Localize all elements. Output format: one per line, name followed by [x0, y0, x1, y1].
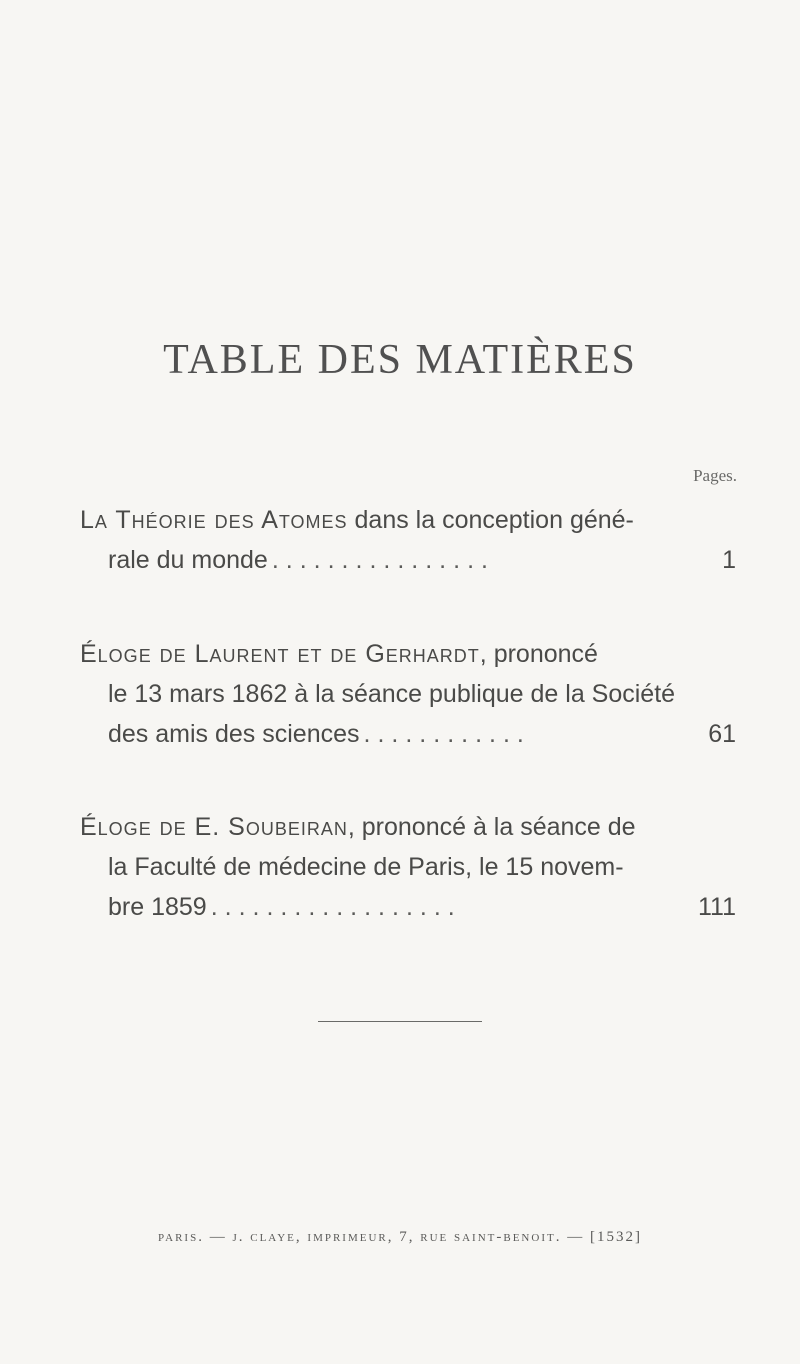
toc-entry-heading-rest: , prononcé [479, 640, 598, 668]
toc-page-number: 1 [722, 546, 736, 574]
toc-entry-last-line [80, 887, 736, 927]
pages-column-label: Pages. [693, 466, 737, 485]
toc-entry [80, 807, 736, 927]
printer-imprint: paris. — j. claye, imprimeur, 7, rue saint-benoit. — [1532] [158, 1229, 642, 1245]
dot-leader: ................ [271, 546, 495, 574]
dot-leader: ............ [363, 720, 531, 748]
toc-entry [80, 500, 736, 580]
toc-page-number: 61 [708, 720, 736, 748]
toc-entry-heading-rest: , prononcé à la séance de [347, 813, 636, 841]
horizontal-rule [318, 1021, 482, 1022]
toc-entry-line: le 13 mars 1862 à la séance publique de la Société [108, 680, 676, 708]
toc-page-number: 111 [697, 893, 736, 921]
toc-entry-first-line [80, 500, 736, 540]
toc-entry-last-line [80, 540, 736, 580]
toc-entry-first-line [80, 807, 736, 847]
page-title: TABLE DES MATIÈRES [163, 337, 637, 383]
toc-entry-heading: Éloge de Laurent et de Gerhardt [80, 640, 480, 668]
toc-entry-last-text: bre 1859 [108, 893, 207, 921]
toc-entry-last-line [80, 714, 736, 754]
toc-entry [80, 634, 736, 754]
toc-entry-last-text: des amis des sciences [108, 720, 360, 748]
toc-entry-heading: La Théorie des Atomes [80, 506, 348, 534]
toc-entry-last-text: rale du monde [108, 546, 268, 574]
toc-entry-line: la Faculté de médecine de Paris, le 15 novem- [108, 853, 624, 881]
toc-entry-heading-rest: dans la conception géné- [347, 506, 634, 534]
toc-entry-heading: Éloge de E. Soubeiran [80, 813, 348, 841]
toc-entry-first-line [80, 634, 736, 674]
dot-leader: .................. [210, 893, 462, 921]
